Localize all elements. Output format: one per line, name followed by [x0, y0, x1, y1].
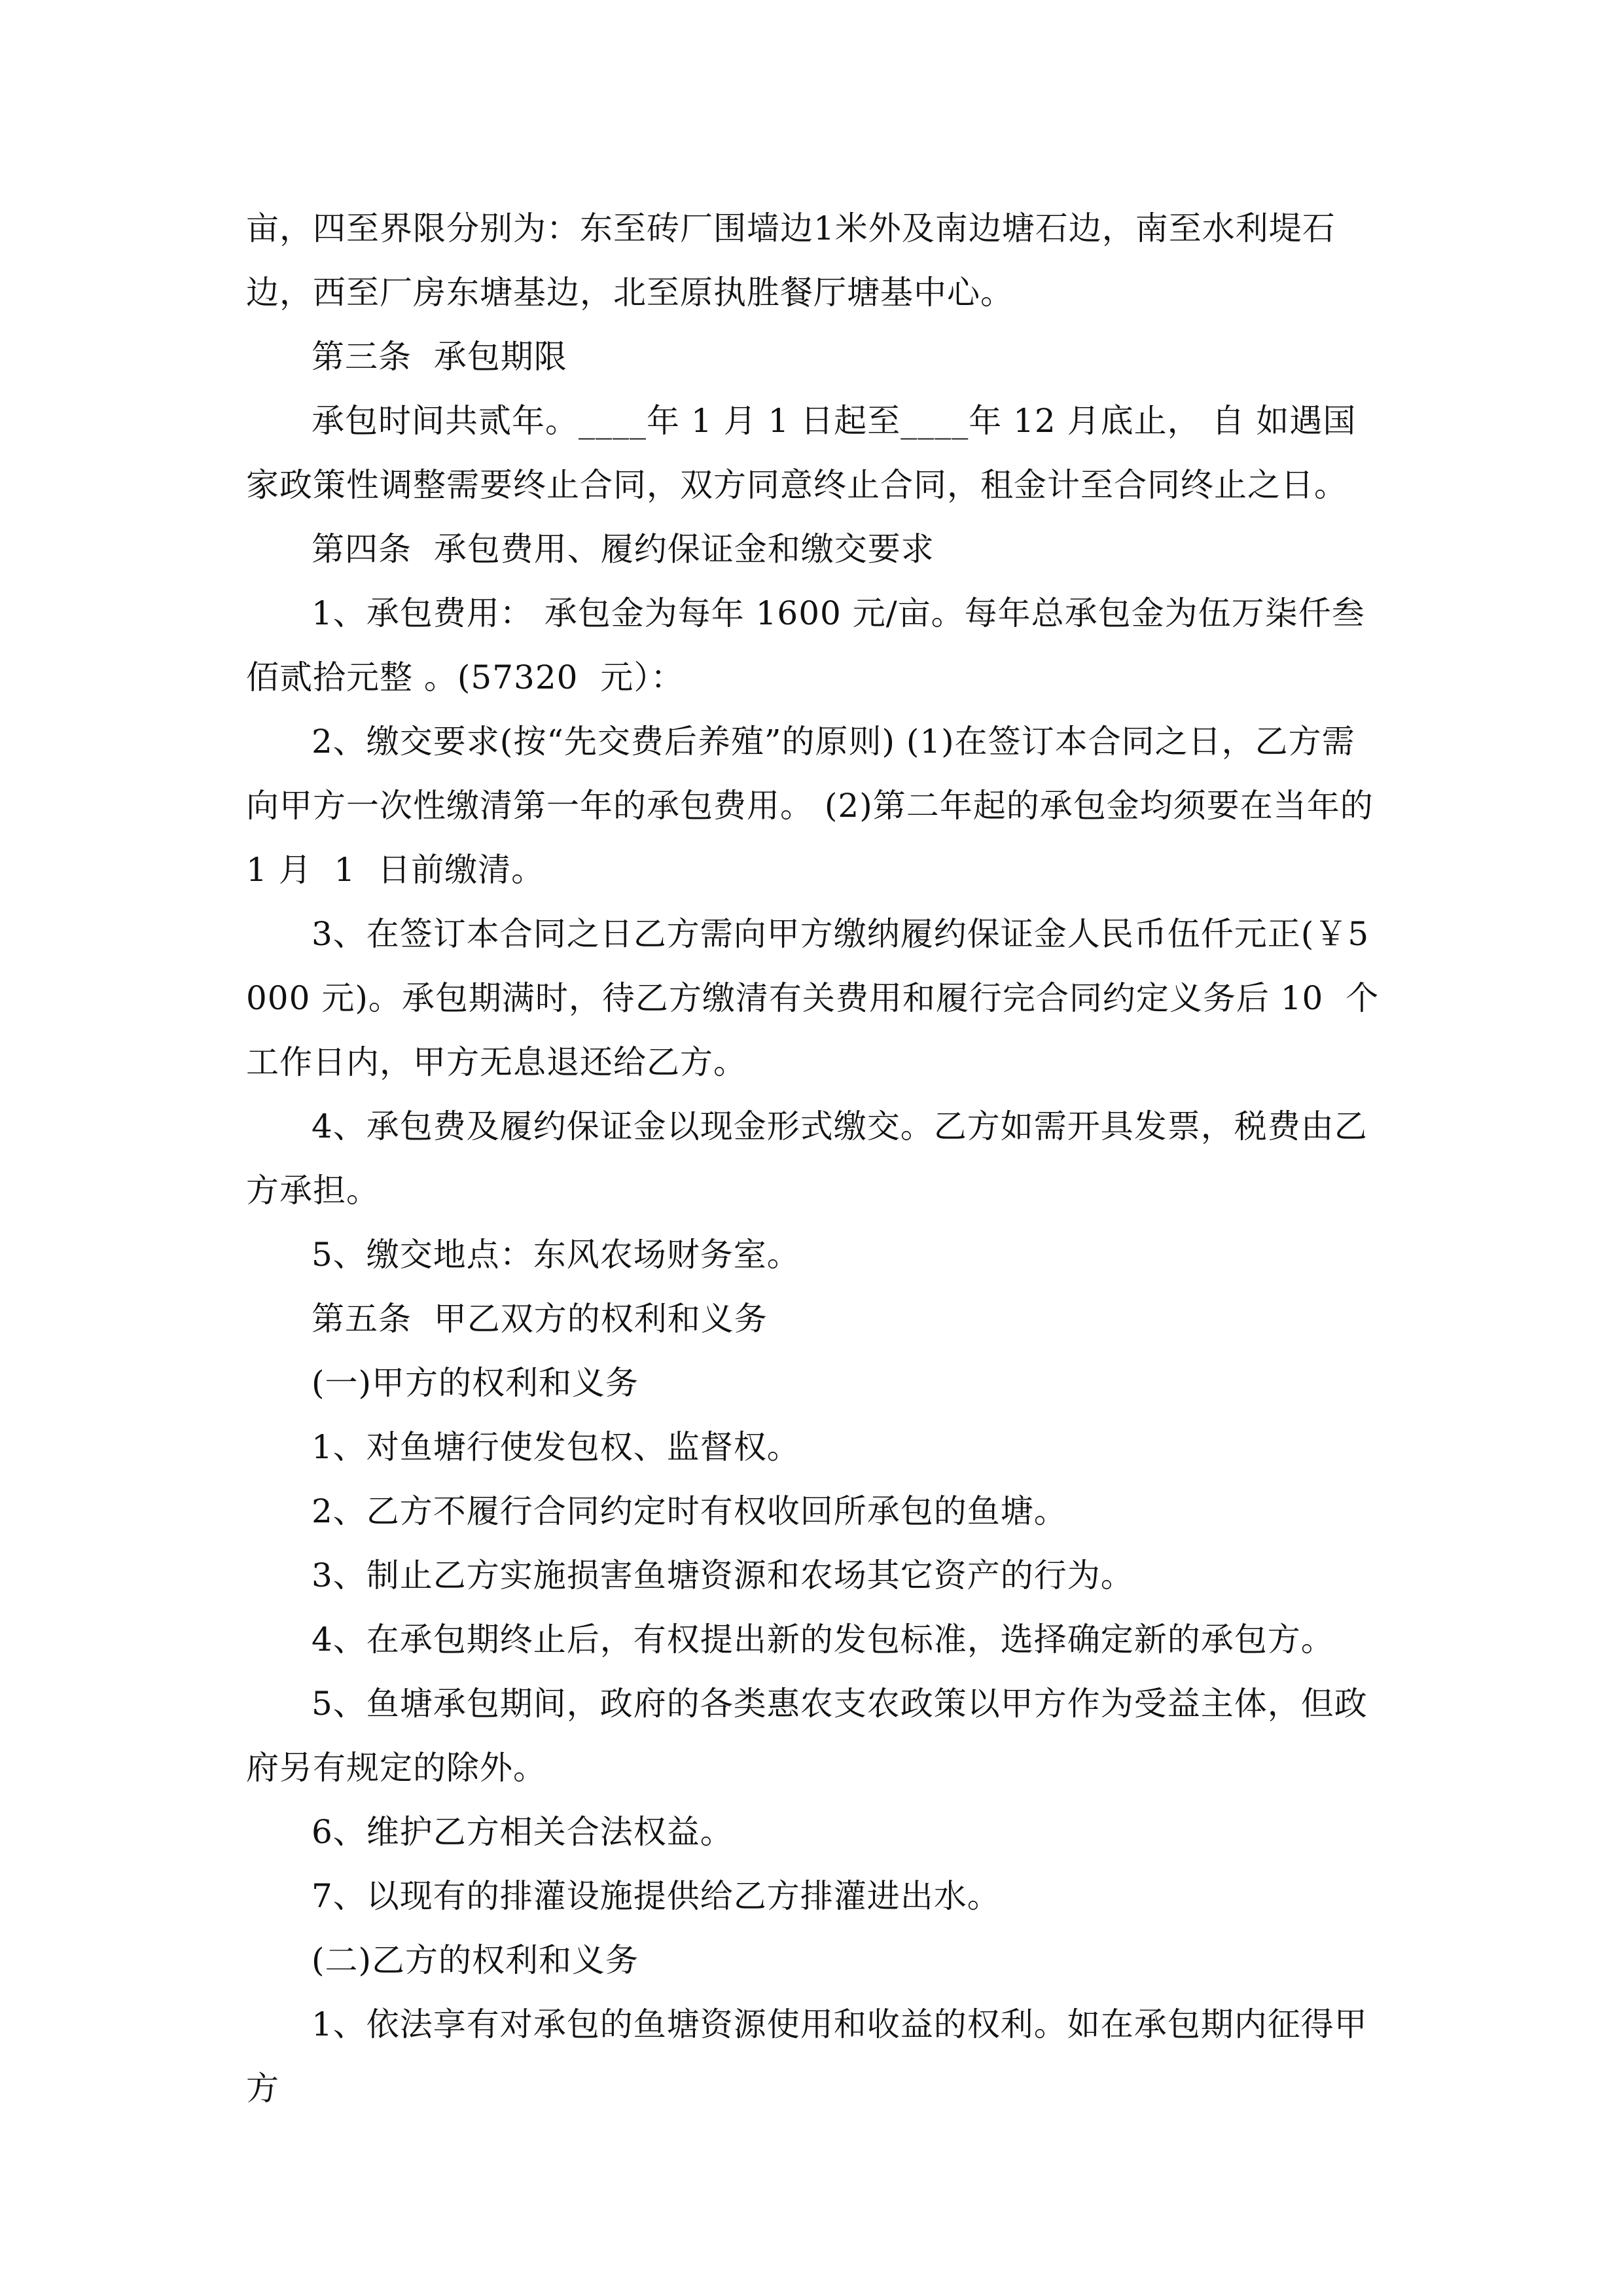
party-a-item-1: 1、对鱼塘行使发包权、监督权。 — [312, 1428, 800, 1466]
document-body — [246, 196, 1385, 2121]
subheading-party-b: (二)乙方的权利和义务 — [312, 1941, 639, 1979]
subheading-party-a: (一)甲方的权利和义务 — [312, 1364, 639, 1402]
paragraph-boundaries: 亩，四至界限分别为：东至砖厂围墙边1米外及南边塘石边，南至水利堤石边，西至厂房东塘基边，北至原执胜餐厅塘基中心。 — [246, 209, 1336, 312]
party-a-item-4: 4、在承包期终止后，有权提出新的发包标准，选择确定新的承包方。 — [312, 1621, 1334, 1659]
paragraph-fee-2: 2、缴交要求(按“先交费后养殖”的原则) (1)在签订本合同之日，乙方需向甲方一次性缴清第一年的承包费用。 (2)第二年起的承包金均须要在当年的 1 月 1 日前缴清。 — [246, 723, 1385, 889]
paragraph-fee-1: 1、承包费用： 承包金为每年 1600 元/亩。每年总承包金为伍万柒仟叁佰贰拾元整 。(57320 元）： — [246, 594, 1365, 696]
party-a-item-3: 3、制止乙方实施损害鱼塘资源和农场其它资产的行为。 — [312, 1556, 1134, 1594]
paragraph-fee-3: 3、在签订本合同之日乙方需向甲方缴纳履约保证金人民币伍仟元正(￥5000 元)。承包期满时，待乙方缴清有关费用和履行完合同约定义务后 10 个工作日内，甲方无息退还给乙方。 — [246, 915, 1380, 1081]
paragraph-contract-term: 承包时间共贰年。____年 1 月 1 日起至____年 12 月底止， 自 如遇国家政策性调整需要终止合同，双方同意终止合同，租金计至合同终止之日。 — [246, 402, 1357, 504]
party-a-item-6: 6、维护乙方相关合法权益。 — [312, 1813, 734, 1851]
party-a-item-7: 7、以现有的排灌设施提供给乙方排灌进出水。 — [312, 1877, 1001, 1915]
heading-article-4: 第四条 承包费用、履约保证金和缴交要求 — [312, 530, 935, 568]
heading-article-3: 第三条 承包期限 — [312, 338, 567, 376]
party-b-item-1: 1、依法享有对承包的鱼塘资源使用和收益的权利。如在承包期内征得甲方 — [246, 2005, 1368, 2108]
paragraph-fee-4: 4、承包费及履约保证金以现金形式缴交。乙方如需开具发票，税费由乙方承担。 — [246, 1107, 1368, 1210]
party-a-item-2: 2、乙方不履行合同约定时有权收回所承包的鱼塘。 — [312, 1492, 1067, 1530]
party-a-item-5: 5、鱼塘承包期间，政府的各类惠农支农政策以甲方作为受益主体，但政府另有规定的除外。 — [246, 1685, 1368, 1787]
paragraph-fee-5: 5、缴交地点：东风农场财务室。 — [312, 1236, 800, 1274]
heading-article-5: 第五条 甲乙双方的权利和义务 — [312, 1300, 768, 1338]
